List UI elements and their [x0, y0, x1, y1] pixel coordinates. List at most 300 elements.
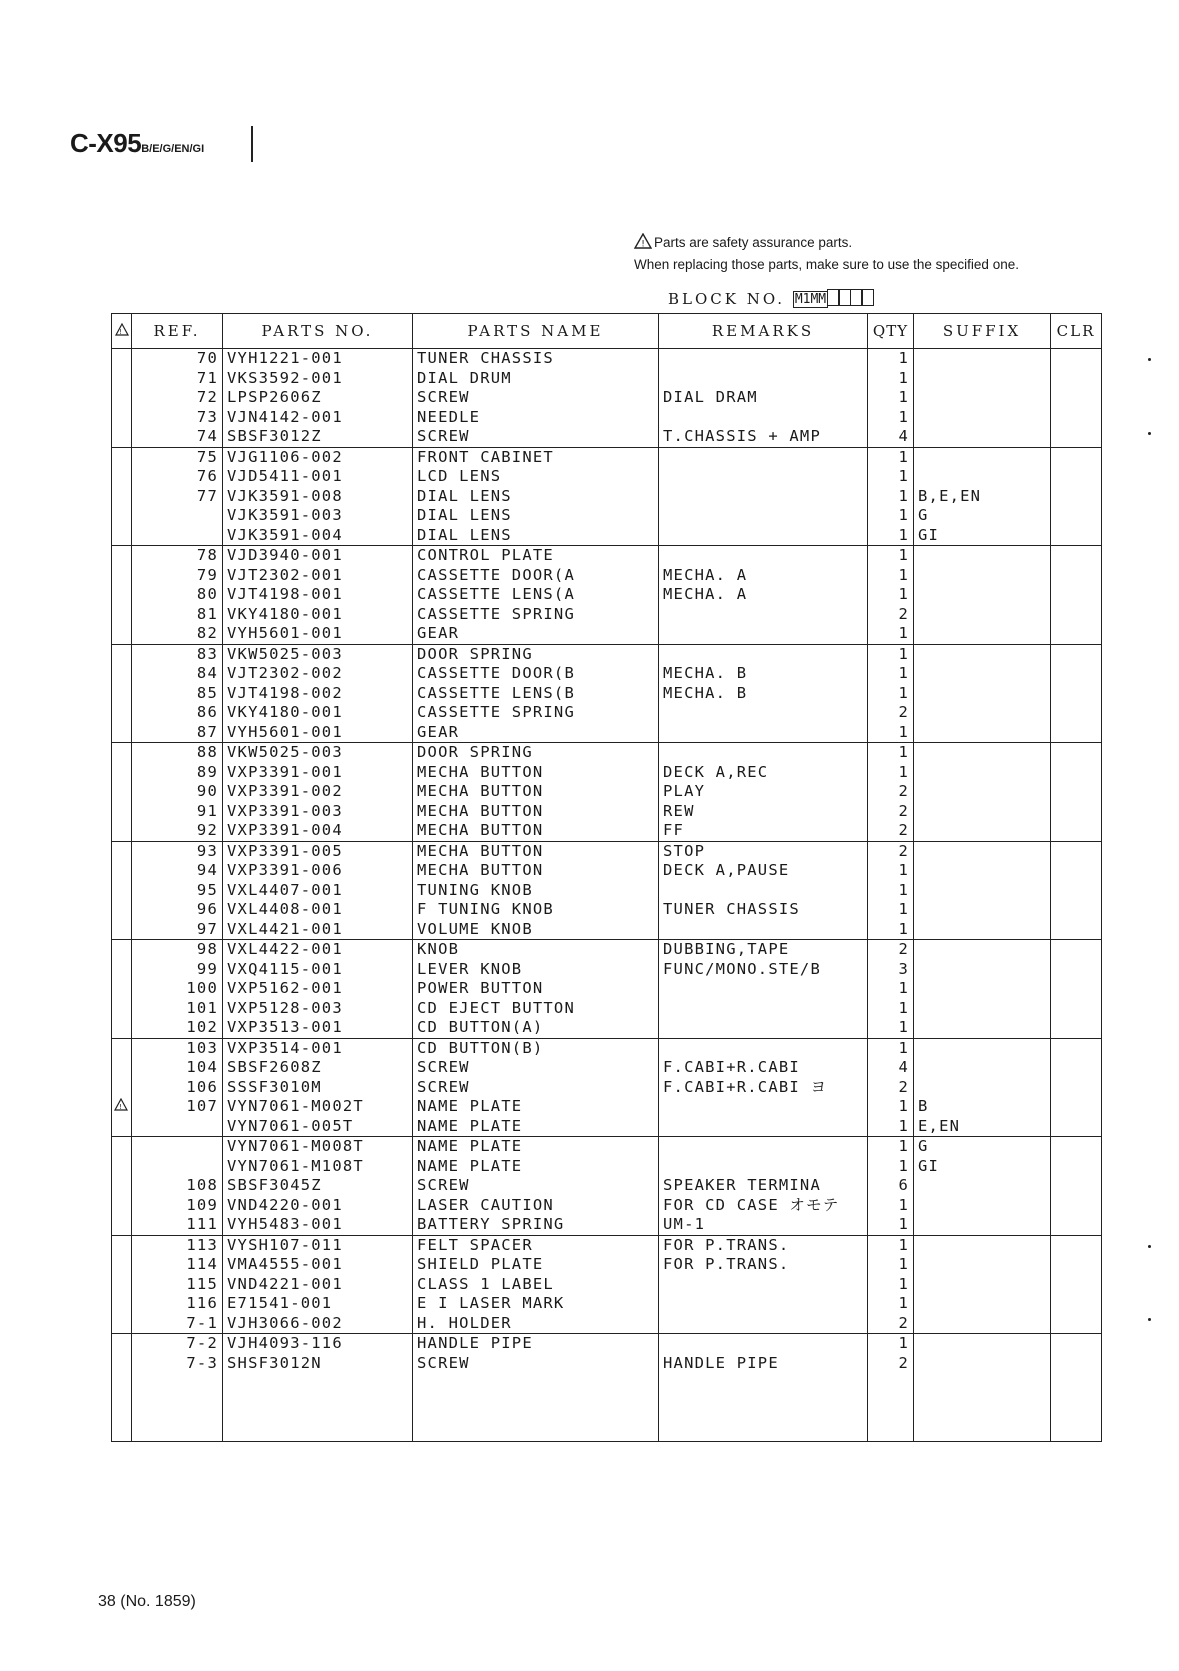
table-row — [112, 1275, 1102, 1295]
cell-suffix — [914, 900, 1051, 920]
cell-qty: 1 — [868, 369, 914, 389]
cell-qty: 1 — [868, 546, 914, 566]
cell-remarks — [659, 1294, 868, 1314]
block-code: M1MM — [794, 292, 827, 307]
safety-mark-cell — [112, 427, 132, 447]
cell-suffix: B — [914, 1097, 1051, 1117]
cell-remarks — [659, 703, 868, 723]
cell-clr — [1051, 743, 1102, 763]
title-divider — [251, 126, 253, 162]
cell-name: NAME PLATE — [413, 1137, 659, 1157]
cell-ref: 97 — [132, 920, 223, 940]
cell-clr — [1051, 999, 1102, 1019]
cell-name: CASSETTE DOOR(A — [413, 566, 659, 586]
cell-qty: 1 — [868, 684, 914, 704]
cell-part: VKS3592-001 — [223, 369, 413, 389]
margin-dot — [1148, 1245, 1151, 1248]
cell-qty: 1 — [868, 506, 914, 526]
cell-qty: 2 — [868, 802, 914, 822]
cell-qty: 1 — [868, 1215, 914, 1235]
safety-mark-cell — [112, 506, 132, 526]
cell-qty: 1 — [868, 664, 914, 684]
cell-qty: 1 — [868, 644, 914, 664]
table-row — [112, 664, 1102, 684]
cell-ref: 95 — [132, 881, 223, 901]
table-row — [112, 802, 1102, 822]
safety-mark-cell — [112, 841, 132, 861]
margin-dot — [1148, 1318, 1151, 1321]
cell-qty: 1 — [868, 526, 914, 546]
cell-suffix — [914, 1058, 1051, 1078]
margin-dot — [1148, 432, 1151, 435]
cell-part: VXL4408-001 — [223, 900, 413, 920]
table-row — [112, 684, 1102, 704]
safety-mark-cell — [112, 1215, 132, 1235]
cell-clr — [1051, 644, 1102, 664]
table-row — [112, 427, 1102, 447]
table-row — [112, 821, 1102, 841]
cell-name: E I LASER MARK — [413, 1294, 659, 1314]
blank-cell — [112, 1373, 132, 1442]
table-row — [112, 1137, 1102, 1157]
cell-ref: 79 — [132, 566, 223, 586]
table-row — [112, 841, 1102, 861]
cell-suffix — [914, 940, 1051, 960]
cell-ref: 116 — [132, 1294, 223, 1314]
warning-triangle-icon — [634, 233, 652, 249]
cell-remarks — [659, 467, 868, 487]
cell-ref: 108 — [132, 1176, 223, 1196]
cell-remarks: STOP — [659, 841, 868, 861]
cell-part: VXP3391-005 — [223, 841, 413, 861]
cell-remarks — [659, 1275, 868, 1295]
cell-name: CD BUTTON(A) — [413, 1018, 659, 1038]
cell-qty: 1 — [868, 349, 914, 369]
cell-qty: 4 — [868, 427, 914, 447]
cell-ref: 96 — [132, 900, 223, 920]
cell-suffix: E,EN — [914, 1117, 1051, 1137]
cell-remarks: FUNC/MONO.STE/B — [659, 960, 868, 980]
cell-qty: 1 — [868, 566, 914, 586]
safety-mark-cell — [112, 821, 132, 841]
cell-ref: 99 — [132, 960, 223, 980]
cell-ref: 106 — [132, 1078, 223, 1098]
cell-qty: 1 — [868, 1334, 914, 1354]
cell-ref: 70 — [132, 349, 223, 369]
safety-text-1: Parts are safety assurance parts. — [654, 235, 853, 250]
table-row — [112, 900, 1102, 920]
safety-mark-cell — [112, 1176, 132, 1196]
safety-mark-cell — [112, 644, 132, 664]
cell-remarks — [659, 1038, 868, 1058]
cell-part: VKY4180-001 — [223, 703, 413, 723]
cell-suffix — [914, 388, 1051, 408]
cell-suffix — [914, 447, 1051, 467]
cell-ref: 76 — [132, 467, 223, 487]
cell-clr — [1051, 821, 1102, 841]
cell-name: KNOB — [413, 940, 659, 960]
cell-suffix: GI — [914, 1157, 1051, 1177]
cell-ref: 87 — [132, 723, 223, 743]
safety-mark-cell — [112, 664, 132, 684]
safety-mark-cell — [112, 999, 132, 1019]
cell-qty: 4 — [868, 1058, 914, 1078]
cell-clr — [1051, 1354, 1102, 1374]
margin-dot — [1148, 358, 1151, 361]
table-row — [112, 408, 1102, 428]
cell-clr — [1051, 763, 1102, 783]
cell-clr — [1051, 1117, 1102, 1137]
cell-ref: 100 — [132, 979, 223, 999]
cell-name: VOLUME KNOB — [413, 920, 659, 940]
safety-mark-cell — [112, 920, 132, 940]
cell-part: VYH5601-001 — [223, 723, 413, 743]
cell-clr — [1051, 664, 1102, 684]
safety-mark-cell — [112, 960, 132, 980]
cell-part: VYN7061-M008T — [223, 1137, 413, 1157]
table-row — [112, 1038, 1102, 1058]
cell-ref: 111 — [132, 1215, 223, 1235]
model-name: C-X95 — [70, 128, 142, 158]
cell-ref: 71 — [132, 369, 223, 389]
cell-qty: 1 — [868, 467, 914, 487]
cell-ref: 115 — [132, 1275, 223, 1295]
cell-part: VKY4180-001 — [223, 605, 413, 625]
table-row — [112, 940, 1102, 960]
cell-qty: 1 — [868, 743, 914, 763]
cell-remarks — [659, 605, 868, 625]
cell-name: SHIELD PLATE — [413, 1255, 659, 1275]
cell-clr — [1051, 369, 1102, 389]
cell-part: VXL4407-001 — [223, 881, 413, 901]
cell-clr — [1051, 1235, 1102, 1255]
cell-name: MECHA BUTTON — [413, 763, 659, 783]
safety-mark-cell — [112, 605, 132, 625]
cell-ref: 90 — [132, 782, 223, 802]
cell-clr — [1051, 723, 1102, 743]
cell-remarks — [659, 447, 868, 467]
cell-remarks: DECK A,REC — [659, 763, 868, 783]
cell-remarks — [659, 506, 868, 526]
cell-name: CASSETTE SPRING — [413, 605, 659, 625]
cell-ref: 91 — [132, 802, 223, 822]
cell-suffix — [914, 1275, 1051, 1295]
cell-suffix — [914, 723, 1051, 743]
cell-part: VJK3591-004 — [223, 526, 413, 546]
model-suffix: B/E/G/EN/GI — [141, 143, 205, 155]
cell-remarks: FOR P.TRANS. — [659, 1235, 868, 1255]
table-row — [112, 506, 1102, 526]
cell-ref — [132, 1137, 223, 1157]
cell-clr — [1051, 1334, 1102, 1354]
table-row — [112, 1314, 1102, 1334]
cell-remarks — [659, 743, 868, 763]
cell-part: VXP3391-006 — [223, 861, 413, 881]
cell-suffix — [914, 408, 1051, 428]
table-row — [112, 920, 1102, 940]
cell-qty: 1 — [868, 388, 914, 408]
cell-qty: 2 — [868, 782, 914, 802]
safety-mark-cell — [112, 388, 132, 408]
safety-mark-cell — [112, 1078, 132, 1098]
cell-ref: 83 — [132, 644, 223, 664]
cell-part: VYH5483-001 — [223, 1215, 413, 1235]
cell-clr — [1051, 1294, 1102, 1314]
cell-remarks — [659, 349, 868, 369]
cell-ref: 93 — [132, 841, 223, 861]
cell-remarks — [659, 487, 868, 507]
cell-ref: 103 — [132, 1038, 223, 1058]
cell-ref — [132, 506, 223, 526]
cell-qty: 1 — [868, 624, 914, 644]
cell-name: SCREW — [413, 1354, 659, 1374]
cell-ref: 102 — [132, 1018, 223, 1038]
cell-suffix — [914, 1176, 1051, 1196]
table-header-row — [112, 314, 1102, 349]
cell-clr — [1051, 1137, 1102, 1157]
cell-part: VJK3591-003 — [223, 506, 413, 526]
cell-clr — [1051, 881, 1102, 901]
table-row — [112, 1354, 1102, 1374]
cell-part: SBSF3012Z — [223, 427, 413, 447]
warning-triangle-icon — [115, 323, 129, 336]
cell-suffix — [914, 841, 1051, 861]
cell-clr — [1051, 920, 1102, 940]
svg-text:!: ! — [641, 239, 645, 249]
cell-clr — [1051, 349, 1102, 369]
cell-ref: 114 — [132, 1255, 223, 1275]
table-row — [112, 487, 1102, 507]
cell-suffix — [914, 566, 1051, 586]
cell-suffix — [914, 920, 1051, 940]
cell-part: VXP5162-001 — [223, 979, 413, 999]
cell-part: VYSH107-011 — [223, 1235, 413, 1255]
safety-mark-cell — [112, 743, 132, 763]
warning-triangle-icon — [114, 1098, 128, 1111]
cell-qty: 1 — [868, 585, 914, 605]
cell-part: VJK3591-008 — [223, 487, 413, 507]
cell-remarks: DIAL DRAM — [659, 388, 868, 408]
cell-suffix — [914, 979, 1051, 999]
safety-mark-cell — [112, 1255, 132, 1275]
cell-qty: 1 — [868, 1038, 914, 1058]
cell-remarks — [659, 1334, 868, 1354]
safety-mark-cell — [112, 900, 132, 920]
cell-remarks — [659, 369, 868, 389]
cell-name: CD EJECT BUTTON — [413, 999, 659, 1019]
cell-ref: 98 — [132, 940, 223, 960]
cell-clr — [1051, 1196, 1102, 1216]
table-row — [112, 349, 1102, 369]
cell-remarks — [659, 546, 868, 566]
safety-mark-cell — [112, 1314, 132, 1334]
cell-qty: 1 — [868, 1157, 914, 1177]
cell-remarks — [659, 644, 868, 664]
cell-clr — [1051, 408, 1102, 428]
cell-remarks — [659, 723, 868, 743]
cell-qty: 2 — [868, 841, 914, 861]
table-row — [112, 1196, 1102, 1216]
table-row — [112, 1117, 1102, 1137]
blank-cell — [659, 1373, 868, 1442]
cell-qty: 1 — [868, 408, 914, 428]
cell-remarks: F.CABI+R.CABI ヨ — [659, 1078, 868, 1098]
table-row — [112, 881, 1102, 901]
cell-qty: 1 — [868, 999, 914, 1019]
cell-remarks — [659, 1117, 868, 1137]
cell-qty: 1 — [868, 1235, 914, 1255]
cell-part: SBSF3045Z — [223, 1176, 413, 1196]
table-row — [112, 1157, 1102, 1177]
table-row — [112, 960, 1102, 980]
cell-remarks — [659, 1097, 868, 1117]
safety-mark-cell — [112, 1038, 132, 1058]
cell-ref: 80 — [132, 585, 223, 605]
cell-remarks: DECK A,PAUSE — [659, 861, 868, 881]
cell-clr — [1051, 1097, 1102, 1117]
parts-table — [111, 313, 1102, 1442]
cell-name: LCD LENS — [413, 467, 659, 487]
cell-part: VND4220-001 — [223, 1196, 413, 1216]
cell-clr — [1051, 487, 1102, 507]
cell-name: DIAL LENS — [413, 487, 659, 507]
table-row — [112, 566, 1102, 586]
cell-remarks: FF — [659, 821, 868, 841]
cell-qty: 1 — [868, 900, 914, 920]
cell-suffix — [914, 821, 1051, 841]
cell-name: NAME PLATE — [413, 1157, 659, 1177]
safety-mark-cell — [112, 1058, 132, 1078]
cell-remarks: MECHA. A — [659, 566, 868, 586]
cell-clr — [1051, 684, 1102, 704]
cell-name: GEAR — [413, 723, 659, 743]
safety-mark-cell — [112, 487, 132, 507]
safety-column-header — [112, 314, 132, 349]
safety-mark-cell — [112, 546, 132, 566]
cell-part: VYH5601-001 — [223, 624, 413, 644]
cell-part: VKW5025-003 — [223, 644, 413, 664]
safety-mark-cell — [112, 1334, 132, 1354]
cell-part: VXP3514-001 — [223, 1038, 413, 1058]
cell-ref: 104 — [132, 1058, 223, 1078]
cell-part: E71541-001 — [223, 1294, 413, 1314]
cell-name: SCREW — [413, 1058, 659, 1078]
table-blank-row — [112, 1373, 1102, 1442]
cell-name: MECHA BUTTON — [413, 821, 659, 841]
cell-clr — [1051, 1157, 1102, 1177]
cell-clr — [1051, 861, 1102, 881]
cell-part: VJT4198-002 — [223, 684, 413, 704]
cell-clr — [1051, 624, 1102, 644]
cell-suffix — [914, 349, 1051, 369]
cell-part: VJG1106-002 — [223, 447, 413, 467]
cell-part: VXP3391-003 — [223, 802, 413, 822]
cell-part: VYH1221-001 — [223, 349, 413, 369]
table-row — [112, 1058, 1102, 1078]
table-row — [112, 388, 1102, 408]
cell-qty: 1 — [868, 861, 914, 881]
cell-remarks: FOR CD CASE オモテ — [659, 1196, 868, 1216]
cell-suffix — [914, 664, 1051, 684]
safety-mark-cell — [112, 1196, 132, 1216]
safety-mark-cell — [112, 1097, 132, 1117]
cell-clr — [1051, 1078, 1102, 1098]
cell-name: MECHA BUTTON — [413, 802, 659, 822]
safety-mark-cell — [112, 802, 132, 822]
cell-clr — [1051, 1176, 1102, 1196]
table-row — [112, 1215, 1102, 1235]
block-label: BLOCK NO. — [668, 290, 786, 308]
safety-text-2: When replacing those parts, make sure to use the specified one. — [634, 257, 1019, 272]
column-header-ref: REF. — [132, 314, 223, 349]
cell-remarks: MECHA. B — [659, 664, 868, 684]
cell-part: VYN7061-M002T — [223, 1097, 413, 1117]
safety-mark-cell — [112, 703, 132, 723]
cell-ref: 74 — [132, 427, 223, 447]
cell-clr — [1051, 979, 1102, 999]
cell-part: LPSP2606Z — [223, 388, 413, 408]
cell-clr — [1051, 1215, 1102, 1235]
svg-text:!: ! — [118, 1103, 124, 1111]
cell-ref: 107 — [132, 1097, 223, 1117]
cell-remarks: MECHA. B — [659, 684, 868, 704]
cell-clr — [1051, 1275, 1102, 1295]
cell-qty: 1 — [868, 723, 914, 743]
blank-cell — [223, 1373, 413, 1442]
cell-name: BATTERY SPRING — [413, 1215, 659, 1235]
safety-mark-cell — [112, 1117, 132, 1137]
cell-remarks: MECHA. A — [659, 585, 868, 605]
cell-part: VJT4198-001 — [223, 585, 413, 605]
cell-ref: 86 — [132, 703, 223, 723]
cell-remarks — [659, 1314, 868, 1334]
cell-qty: 2 — [868, 1314, 914, 1334]
cell-qty: 1 — [868, 979, 914, 999]
cell-remarks: PLAY — [659, 782, 868, 802]
cell-remarks: T.CHASSIS + AMP — [659, 427, 868, 447]
cell-suffix — [914, 624, 1051, 644]
cell-ref — [132, 526, 223, 546]
cell-suffix — [914, 1235, 1051, 1255]
cell-ref: 88 — [132, 743, 223, 763]
cell-ref: 75 — [132, 447, 223, 467]
cell-suffix — [914, 881, 1051, 901]
safety-mark-cell — [112, 1294, 132, 1314]
cell-clr — [1051, 782, 1102, 802]
cell-suffix — [914, 782, 1051, 802]
cell-ref: 73 — [132, 408, 223, 428]
cell-part: VXQ4115-001 — [223, 960, 413, 980]
cell-suffix — [914, 546, 1051, 566]
safety-mark-cell — [112, 684, 132, 704]
table-row — [112, 1176, 1102, 1196]
cell-suffix — [914, 1196, 1051, 1216]
cell-part: VJN4142-001 — [223, 408, 413, 428]
cell-name: DIAL LENS — [413, 526, 659, 546]
cell-suffix — [914, 427, 1051, 447]
table-row — [112, 999, 1102, 1019]
cell-name: CASSETTE SPRING — [413, 703, 659, 723]
cell-name: CASSETTE DOOR(B — [413, 664, 659, 684]
table-row — [112, 526, 1102, 546]
cell-part: VKW5025-003 — [223, 743, 413, 763]
safety-mark-cell — [112, 349, 132, 369]
cell-qty: 1 — [868, 881, 914, 901]
cell-name: NEEDLE — [413, 408, 659, 428]
cell-qty: 1 — [868, 1196, 914, 1216]
cell-ref: 78 — [132, 546, 223, 566]
cell-qty: 1 — [868, 763, 914, 783]
